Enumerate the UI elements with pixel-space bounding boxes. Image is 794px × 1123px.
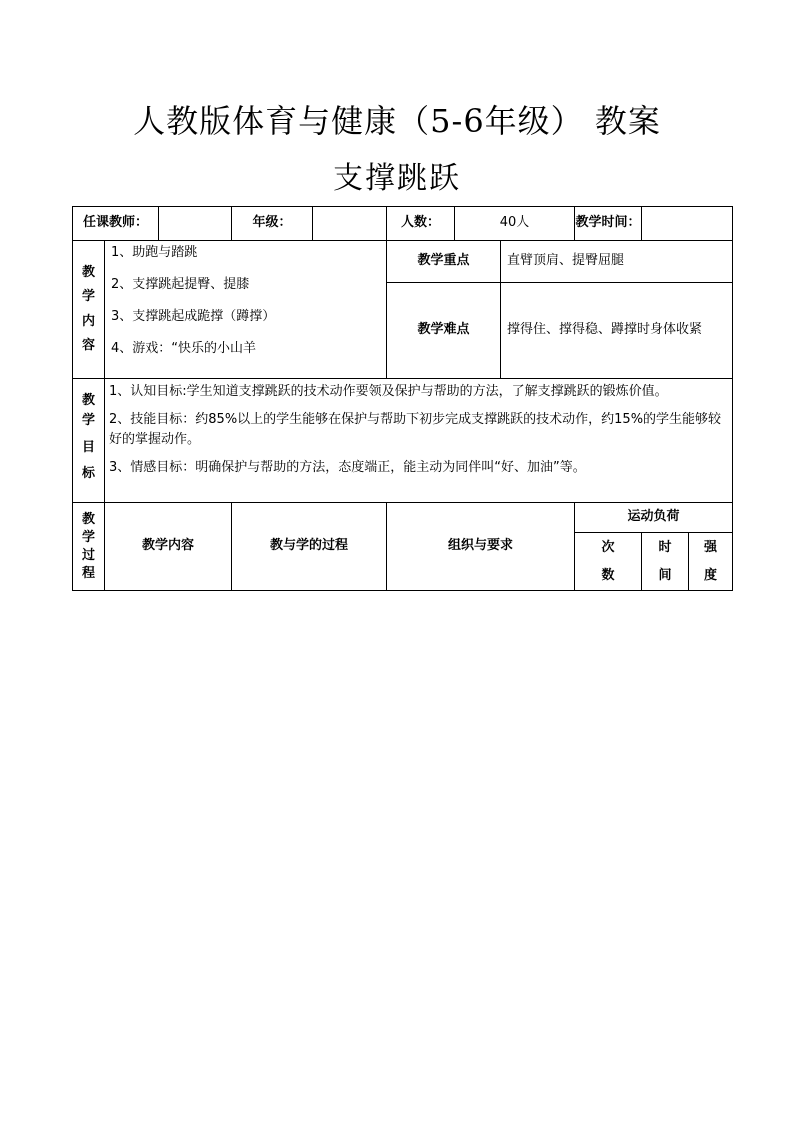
col-duration: 时 间: [642, 533, 689, 591]
teacher-label: 任课教师：: [73, 207, 159, 241]
content-section-label: 教 学 内 容: [73, 241, 105, 379]
content-list: [105, 241, 387, 379]
process-section-label: 教 学 过 程: [73, 503, 105, 591]
content-row: [73, 241, 733, 283]
col-organization: 组织与要求: [387, 503, 575, 591]
process-header-row: [73, 503, 733, 533]
difficulty-value: 撑得住、撑得稳、蹲撑时身体收紧: [501, 283, 733, 379]
grade-label: 年级：: [232, 207, 313, 241]
key-point-label: 教学重点: [387, 241, 501, 283]
col-intensity: 强 度: [689, 533, 733, 591]
grade-field[interactable]: [313, 207, 387, 241]
lesson-time-label: 教学时间：: [575, 207, 642, 241]
list-item: 3、支撑跳起成跪撑（蹲撑）: [111, 309, 276, 324]
teacher-field[interactable]: [159, 207, 232, 241]
goals-row: [73, 379, 733, 503]
student-count-label: 人数：: [387, 207, 455, 241]
list-item: 1、助跑与踏跳: [111, 245, 198, 260]
page-title: 人教版体育与健康（5-6年级） 教案: [133, 102, 661, 140]
goal-item: 3、情感目标：明确保护与帮助的方法，态度端正，能主动为同伴叫“好、加油”等。: [109, 460, 586, 475]
list-item: 4、游戏：“快乐的小山羊: [111, 341, 257, 356]
lesson-plan-table: [72, 206, 733, 591]
list-item: 2、支撑跳起提臀、提膝: [111, 277, 250, 292]
goals-section-label: 教 学 目 标: [73, 379, 105, 503]
col-teaching-content: 教学内容: [105, 503, 232, 591]
col-count: 次 数: [575, 533, 642, 591]
lesson-time-field[interactable]: [642, 207, 733, 241]
difficulty-label: 教学难点: [387, 283, 501, 379]
goal-item: 1、认知目标:学生知道支撑跳跃的技术动作要领及保护与帮助的方法，了解支撑跳跃的锻炼价值。: [109, 384, 668, 399]
student-count-value[interactable]: 40人: [455, 207, 575, 241]
lesson-subtitle: 支撑跳跃: [333, 161, 461, 196]
key-point-value: 直臂顶肩、提臀屈腿: [501, 241, 733, 283]
info-row: [73, 207, 733, 241]
goal-item: 2、技能目标：约85%以上的学生能够在保护与帮助下初步完成支撑跳跃的技术动作，约15%的学生能够较好的掌握动作。: [109, 412, 722, 447]
col-teaching-process: 教与学的过程: [232, 503, 387, 591]
goals-list: [105, 379, 733, 503]
exercise-load-header: 运动负荷: [575, 503, 733, 533]
